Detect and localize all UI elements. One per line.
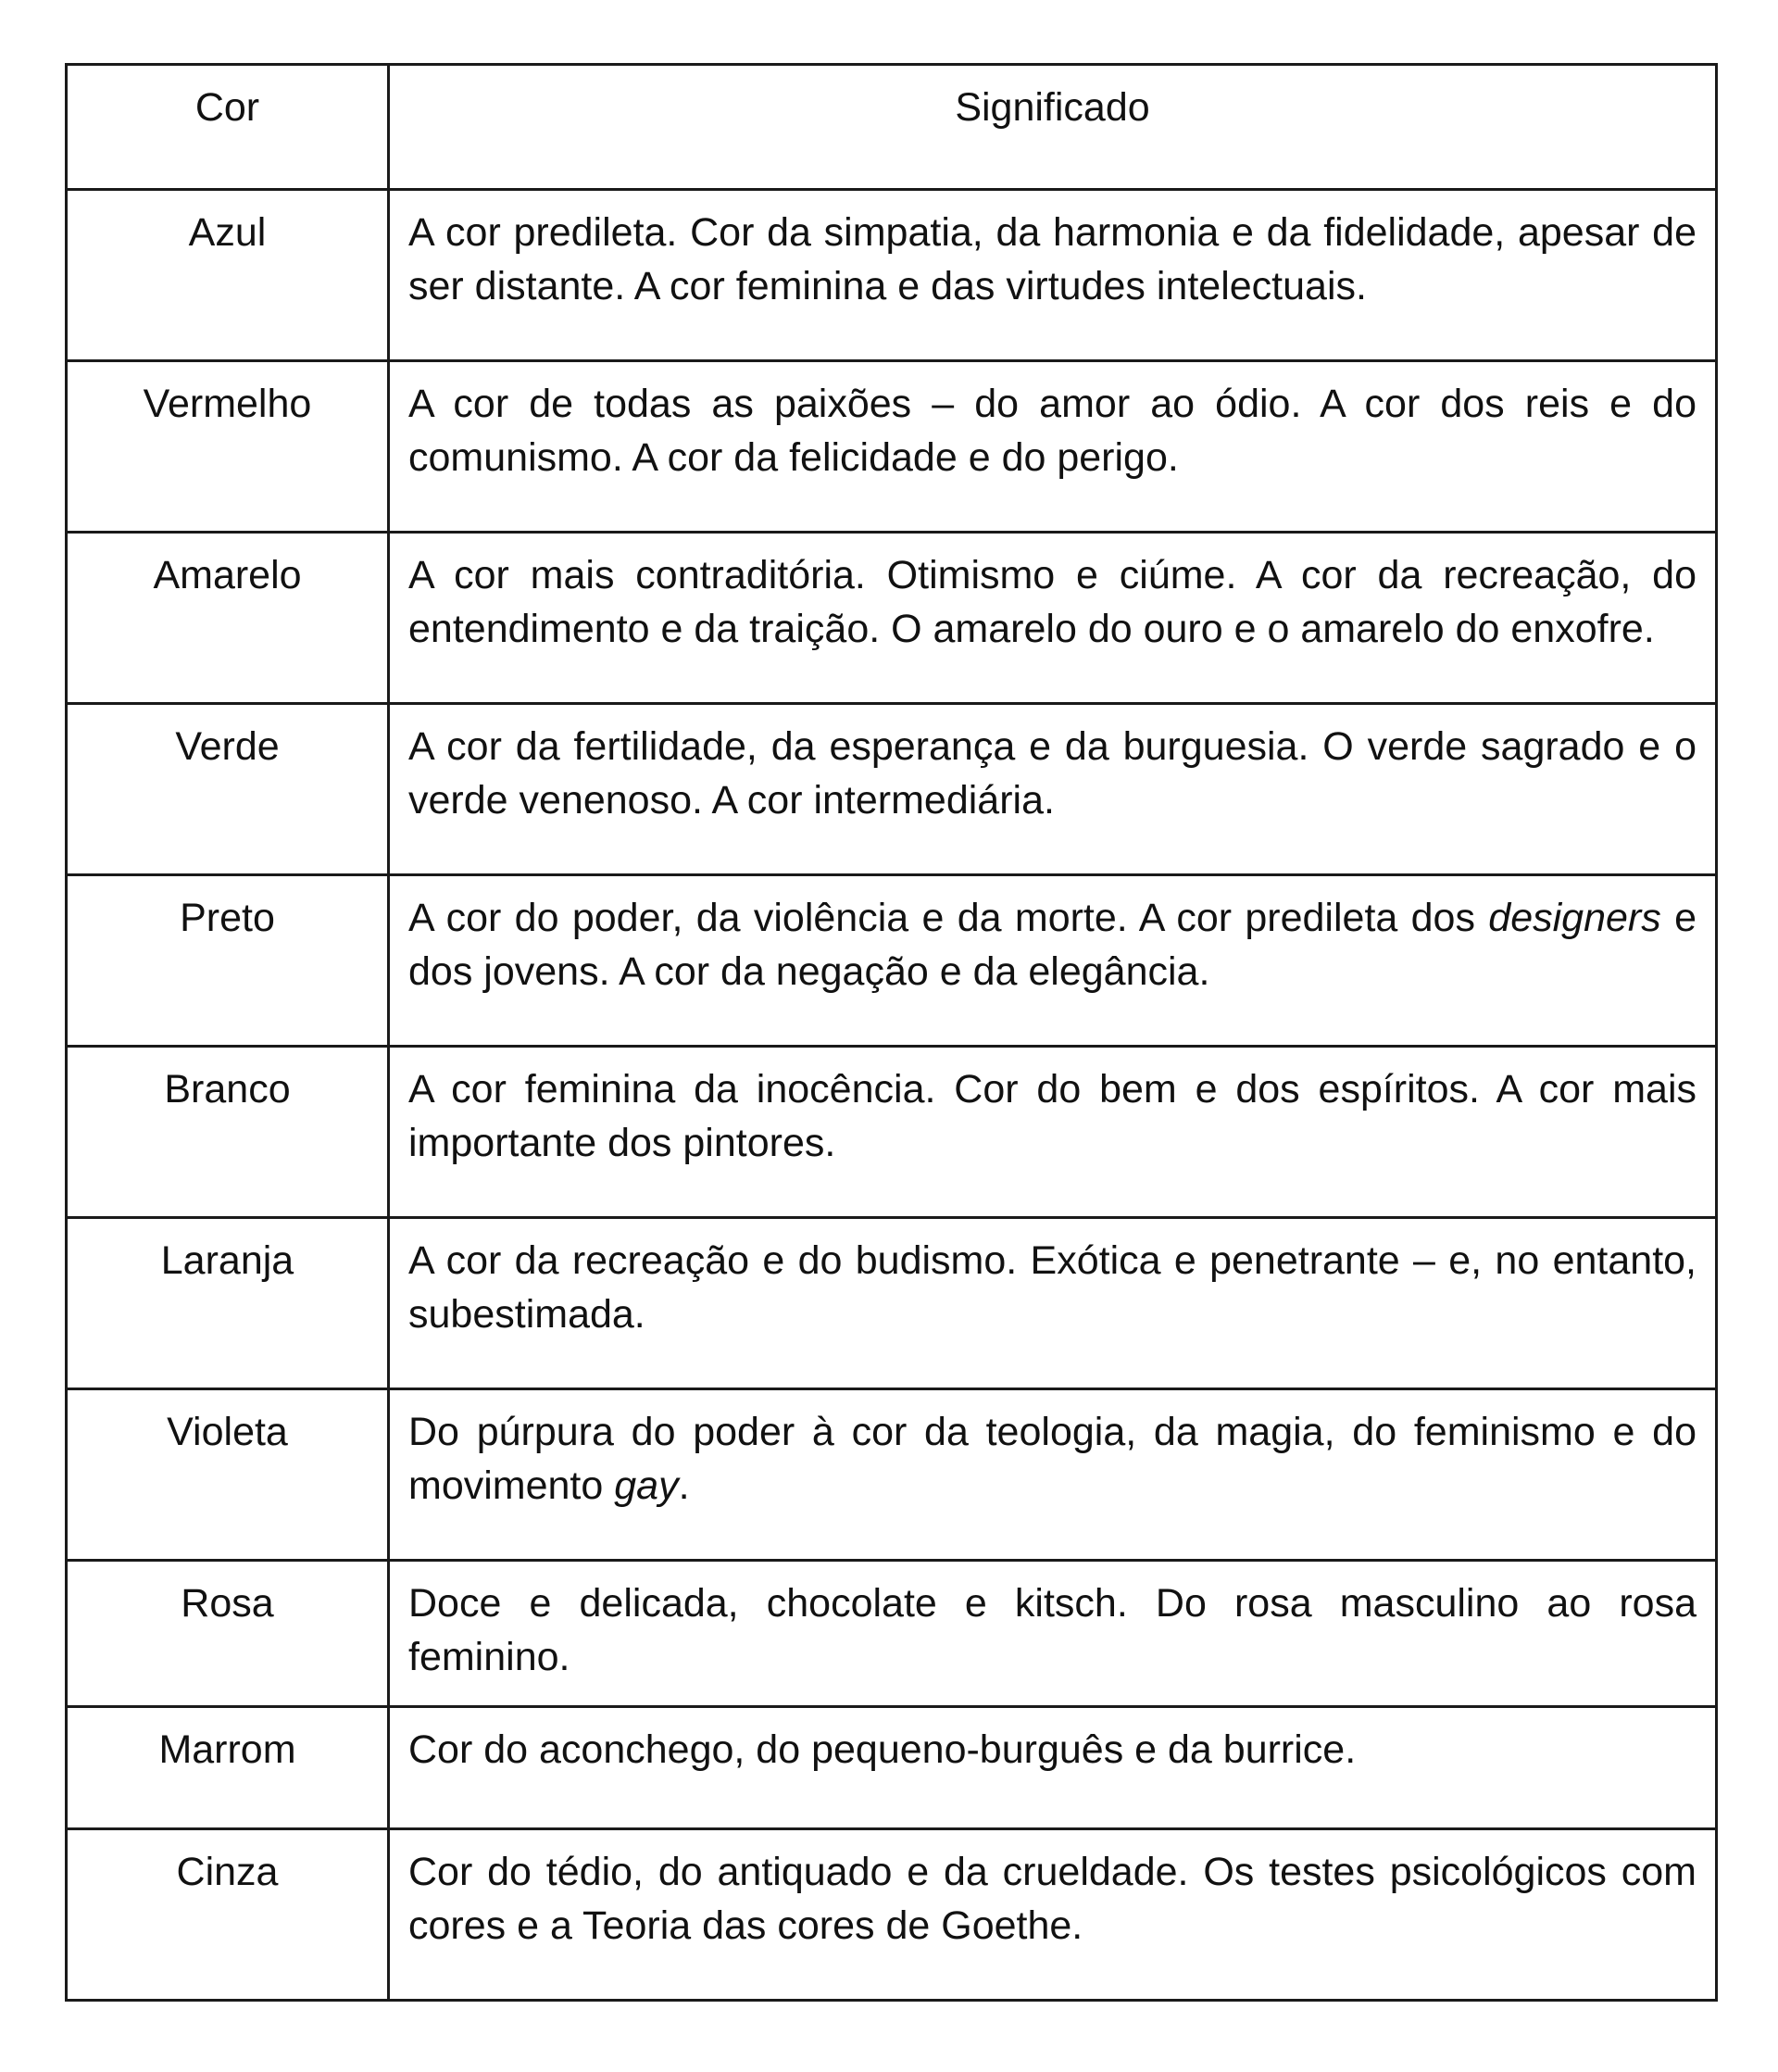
color-name: Violeta — [167, 1410, 288, 1454]
meaning-cell — [389, 1707, 1717, 1829]
table-row — [67, 533, 1717, 704]
color-name-cell — [67, 1561, 389, 1707]
table-row — [67, 361, 1717, 533]
table-row — [67, 1561, 1717, 1707]
meaning-cell — [389, 1389, 1717, 1561]
meaning-text: A cor feminina da inocência. Cor do bem e dos espíritos. A cor mais importante dos pintores. — [408, 1067, 1697, 1165]
table-row — [67, 704, 1717, 875]
color-name-cell — [67, 1047, 389, 1218]
meaning-text-part: . — [678, 1463, 690, 1508]
color-name: Cinza — [176, 1850, 279, 1894]
meaning-cell — [389, 1561, 1717, 1707]
color-name-cell — [67, 1218, 389, 1389]
table-row — [67, 1047, 1717, 1218]
color-name: Verde — [175, 724, 280, 769]
table-row — [67, 1829, 1717, 2001]
meaning-text: A cor mais contraditória. Otimismo e ciúme. A cor da recreação, do entendimento e da traição. O amarelo do ouro e o amarelo do enxofre. — [408, 553, 1697, 651]
meaning-text: A cor de todas as paixões – do amor ao ódio. A cor dos reis e do comunismo. A cor da felicidade e do perigo. — [408, 382, 1697, 480]
meaning-cell — [389, 704, 1717, 875]
meaning-text-part: e dos jovens. A cor da negação e da elegância. — [408, 896, 1697, 994]
meaning-text: Cor do aconchego, do pequeno-burguês e da burrice. — [408, 1727, 1357, 1772]
color-name-cell — [67, 875, 389, 1047]
color-meaning-table-container — [65, 63, 1715, 2002]
table-row — [67, 190, 1717, 361]
meaning-text-part: A cor do poder, da violência e da morte. A cor predileta dos — [408, 896, 1489, 940]
color-name: Azul — [188, 210, 267, 255]
color-name: Laranja — [160, 1238, 294, 1283]
color-name: Vermelho — [143, 382, 312, 426]
color-name: Amarelo — [153, 553, 302, 597]
table-row — [67, 1389, 1717, 1561]
color-meaning-table — [65, 63, 1718, 2002]
header-cell-color — [67, 65, 389, 190]
meaning-text: Cor do tédio, do antiquado e da crueldade. Os testes psicológicos com cores e a Teoria das cores de Goethe. — [408, 1850, 1697, 1948]
color-name-cell — [67, 533, 389, 704]
color-name: Branco — [164, 1067, 291, 1111]
color-name-cell — [67, 1829, 389, 2001]
meaning-cell — [389, 1218, 1717, 1389]
color-name-cell — [67, 1707, 389, 1829]
meaning-text: A cor da recreação e do budismo. Exótica e penetrante – e, no entanto, subestimada. — [408, 1238, 1697, 1337]
meaning-text: Doce e delicada, chocolate e kitsch. Do rosa masculino ao rosa feminino. — [408, 1581, 1697, 1679]
color-name-cell — [67, 361, 389, 533]
table-row — [67, 875, 1717, 1047]
meaning-text-italic: gay — [614, 1463, 679, 1508]
color-name: Preto — [180, 896, 275, 940]
meaning-text: A cor predileta. Cor da simpatia, da harmonia e da fidelidade, apesar de ser distante. A cor feminina e das virtudes intelectuais. — [408, 210, 1697, 308]
table-row — [67, 1218, 1717, 1389]
meaning-cell — [389, 190, 1717, 361]
color-name-cell — [67, 190, 389, 361]
color-name: Marrom — [158, 1727, 296, 1772]
meaning-text-part: Do púrpura do poder à cor da teologia, da magia, do feminismo e do movimento — [408, 1410, 1697, 1508]
color-name-cell — [67, 1389, 389, 1561]
color-name-cell — [67, 704, 389, 875]
meaning-cell — [389, 361, 1717, 533]
meaning-text — [390, 1390, 1715, 1513]
meaning-text-italic: designers — [1488, 896, 1661, 940]
meaning-cell — [389, 1047, 1717, 1218]
header-label-meaning: Significado — [955, 85, 1150, 130]
meaning-text: A cor da fertilidade, da esperança e da burguesia. O verde sagrado e o verde venenoso. A cor intermediária. — [408, 724, 1697, 823]
color-name: Rosa — [181, 1581, 274, 1626]
meaning-text — [390, 876, 1715, 998]
header-label-color: Cor — [194, 85, 260, 130]
meaning-cell — [389, 1829, 1717, 2001]
meaning-cell — [389, 533, 1717, 704]
table-row — [67, 1707, 1717, 1829]
table-header-row — [67, 65, 1717, 190]
meaning-cell — [389, 875, 1717, 1047]
header-cell-meaning — [389, 65, 1717, 190]
